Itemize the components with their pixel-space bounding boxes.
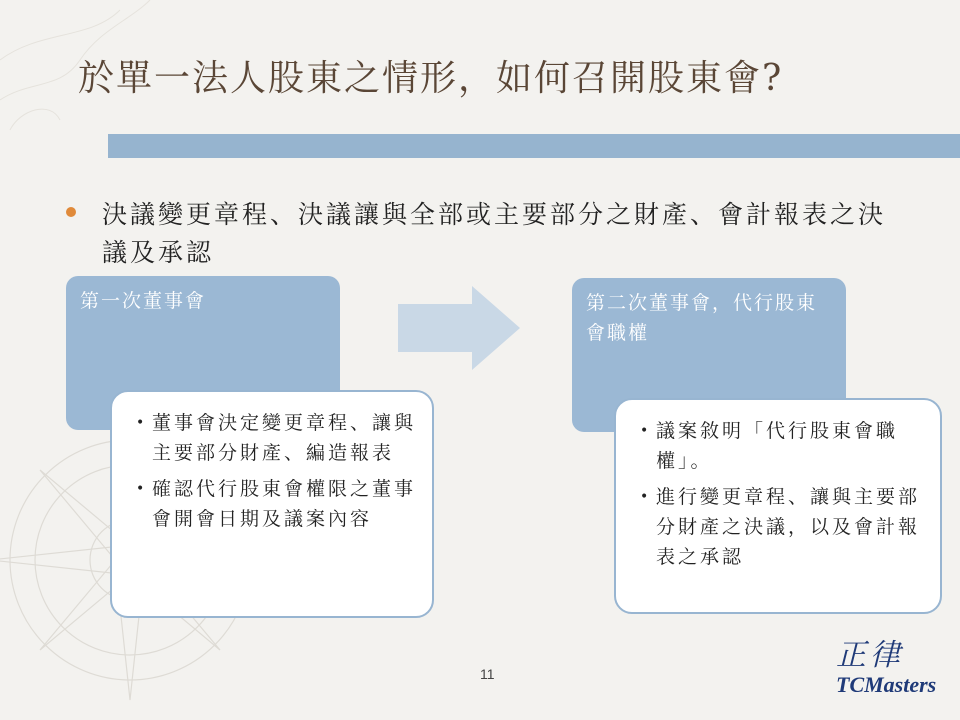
slide-title: 於單一法人股東之情形，如何召開股東會? — [78, 58, 784, 99]
main-bullet-text: 決議變更章程、決議讓與全部或主要部分之財產、會計報表之決議及承認 — [102, 200, 887, 267]
second-board-meeting-details — [614, 398, 942, 614]
list-item: • 議案敘明「代行股東會職權」。 — [642, 416, 928, 476]
title-accent-bar — [108, 134, 960, 158]
list-item: • 確認代行股東會權限之董事會開會日期及議案內容 — [138, 474, 420, 534]
bullet-dot-icon — [66, 207, 76, 217]
right-arrow-icon — [398, 286, 522, 370]
list-item: • 董事會決定變更章程、讓與主要部分財產、編造報表 — [138, 408, 420, 468]
second-board-meeting-header: 第二次董事會，代行股東會職權 — [586, 292, 818, 344]
list-item: • 進行變更章程、讓與主要部分財產之決議，以及會計報表之承認 — [642, 482, 928, 572]
page-number: 11 — [480, 666, 495, 682]
logo-chinese: 正律 — [836, 638, 904, 673]
first-board-meeting-details — [110, 390, 434, 618]
first-board-meeting-header: 第一次董事會 — [80, 290, 207, 312]
logo-english: TCMasters — [836, 672, 937, 697]
